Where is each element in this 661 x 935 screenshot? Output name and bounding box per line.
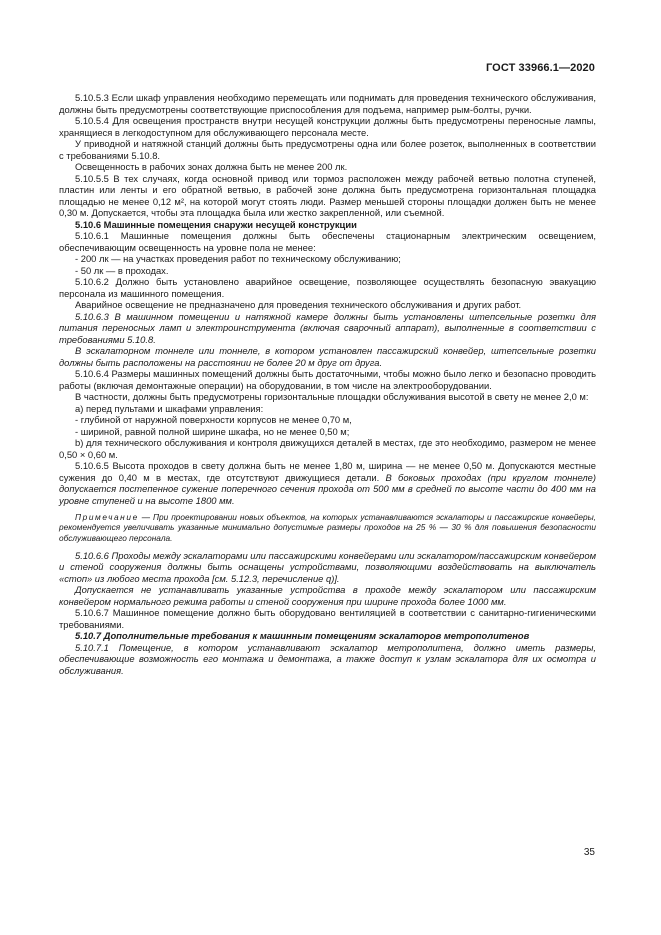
list-item: b) для технического обслуживания и контроля движущихся деталей в местах, где это необходимо, размером не менее 0,50 × 0,60 м.	[59, 437, 596, 460]
paragraph-italic-tail: В боковых проходах (при круглом тоннеле) допускается постепенное сужение поперечного сечения прохода от 500 мм в средней по высоте части до 400 мм на уровне ступеней и на высоте 1800 мм.	[59, 471, 597, 506]
document-body	[59, 92, 596, 676]
section-heading: 5.10.6 Машинные помещения снаружи несущей конструкции	[75, 218, 357, 230]
list-item: - 200 лк — на участках проведения работ по техническому обслуживанию;	[75, 253, 401, 264]
page-number: 35	[583, 847, 595, 858]
paragraph	[59, 460, 596, 506]
paragraph: 5.10.6.4 Размеры машинных помещений должны быть достаточными, чтобы можно было легко и безопасно проводить работы (включая демонтажные операции) на оборудовании, в том числе на электрооборудовании.	[59, 368, 596, 391]
paragraph: 5.10.5.4 Для освещения пространств внутри несущей конструкции должны быть предусмотрены переносные лампы, хранящиеся в легкодоступном для обслуживающего персонала месте.	[59, 115, 596, 138]
paragraph-italic: Допускается не устанавливать указанные устройства в проходе между эскалатором или пассажирским конвейером нормального режима работы и стеной сооружения при ширине прохода более 1000 мм.	[59, 584, 596, 607]
paragraph-text: 5.10.6.5 Высота проходов в свету должна быть не менее 1,80 м, ширина — не менее 0,50 м. Допускаются местные сужения до 0,40 м в местах, где отсутствуют движущиеся детали.	[59, 460, 596, 483]
paragraph-italic: 5.10.6.3 В машинном помещении и натяжной камере должны быть установлены штепсельные розетки для питания переносных ламп и электроинструмента (включая сварочный аппарат), выполненные в соответствии с требованиями 5.10.8.	[59, 310, 596, 345]
paragraph-italic: В эскалаторном тоннеле или тоннеле, в котором установлен пассажирский конвейер, штепсельные розетки должны быть расположены на расстоянии не более 20 м друг от друга.	[59, 345, 596, 368]
list-item: - глубиной от наружной поверхности корпусов не менее 0,70 м,	[75, 414, 352, 425]
note-text: — При проектировании новых объектов, на которых устанавливаются эскалаторы и пассажирские конвейеры, рекомендуется увеличивать указанные минимально допустимые размеры проходов на 25 % — 30 % для повышения безопасности обслуживающего персонала.	[59, 512, 596, 543]
paragraph: 5.10.6.1 Машинные помещения должны быть обеспечены стационарным электрическим освещением, обеспечивающим освещенность на уровне пола не менее:	[59, 230, 596, 253]
paragraph: 5.10.6.7 Машинное помещение должно быть оборудовано вентиляцией в соответствии с санитарно-гигиеническими требованиями.	[59, 607, 596, 630]
list-item: - шириной, равной полной ширине шкафа, но не менее 0,50 м;	[75, 425, 350, 437]
paragraph: Освещенность в рабочих зонах должна быть не менее 200 лк.	[75, 161, 348, 172]
list-item: - 50 лк — в проходах.	[75, 264, 169, 276]
paragraph: В частности, должны быть предусмотрены горизонтальные площадки обслуживания высотой в свету не менее 2,0 м:	[75, 391, 589, 402]
section-heading-italic: 5.10.7 Дополнительные требования к машинным помещениям эскалаторов метрополитенов	[75, 630, 530, 642]
paragraph-italic: 5.10.7.1 Помещение, в котором устанавливают эскалатор метрополитена, должно иметь размеры, обеспечивающие возможность его монтажа и демонтажа, а также доступ к узлам эскалатора для их осмотра и обслуживания.	[59, 641, 596, 676]
paragraph: 5.10.6.2 Должно быть установлено аварийное освещение, позволяющее осуществлять безопасную эвакуацию персонала из машинного помещения.	[59, 276, 596, 299]
note-label: Примечание	[75, 512, 139, 522]
note	[59, 512, 596, 543]
paragraph-italic: 5.10.6.6 Проходы между эскалаторами или пассажирскими конвейерами или эскалатором/пассажирским конвейером и стеной сооружения должны быть оснащены устройствами, позволяющими воздействовать на выключатель «стоп» из любого места прохода [см. 5.12.3, перечисление q)].	[59, 549, 597, 584]
paragraph: У приводной и натяжной станций должны быть предусмотрены одна или более розеток, выполненных в соответствии с требованиями 5.10.8.	[59, 138, 596, 161]
list-item: a) перед пультами и шкафами управления:	[75, 402, 264, 414]
paragraph: 5.10.5.5 В тех случаях, когда основной привод или тормоз расположен между рабочей ветвью полотна ступеней, пластин или ленты и его обратной ветвью, в рабочей зоне должна быть предусмотрена горизонтальная площадка площадью не менее 0,12 м², на которой могут стоять люди. Размер меньшей стороны площадки должен быть не менее 0,30 м. Допускается, чтобы эта площадка была или жестко закрепленной, или съемной.	[59, 172, 596, 218]
paragraph: Аварийное освещение не предназначено для проведения технического обслуживания и других работ.	[75, 299, 522, 310]
standard-code-header: ГОСТ 33966.1—2020	[485, 62, 595, 74]
paragraph: 5.10.5.3 Если шкаф управления необходимо перемещать или поднимать для проведения технического обслуживания, должны быть предусмотрены соответствующие приспособления для подъема, например рым-болты, ручки.	[59, 92, 596, 115]
